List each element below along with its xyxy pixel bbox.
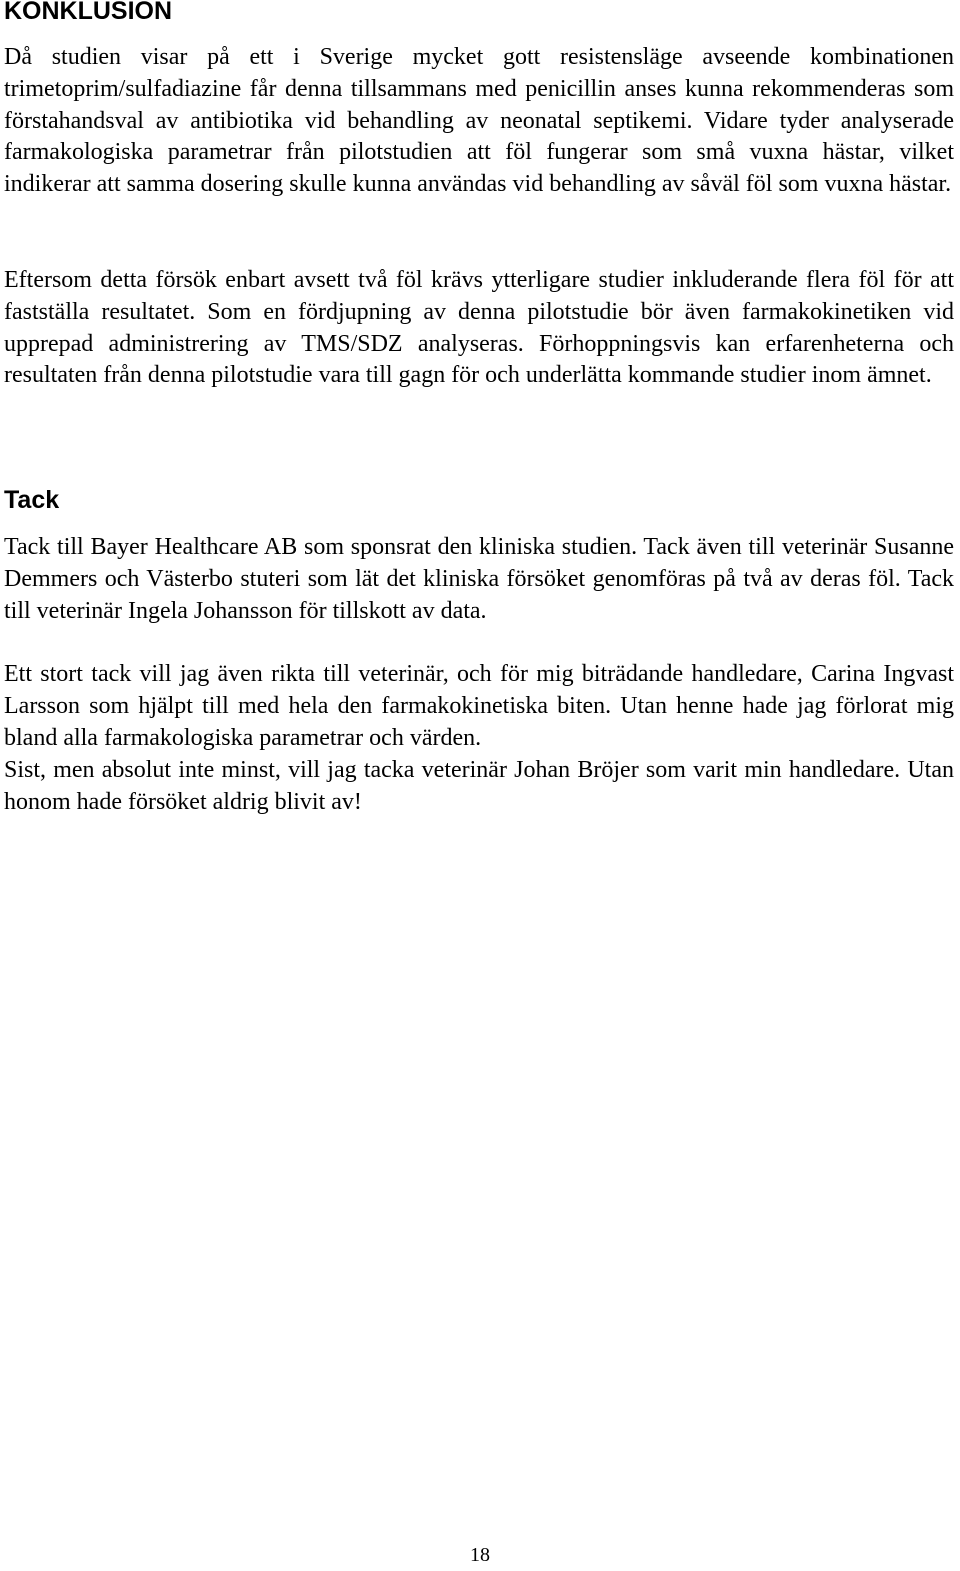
paragraph-tack-2: Ett stort tack vill jag även rikta till veterinär, och för mig biträdande handledare, Carina Ingvast Larsson som hjälpt till med hela den farmakokinetiska biten. Utan henne hade jag förlorat mig bland alla farmakologiska parametrar och värden. <box>4 661 954 751</box>
paragraph-tack-3: Sist, men absolut inte minst, vill jag tacka veterinär Johan Bröjer som varit min handledare. Utan honom hade försöket aldrig blivit av! <box>4 757 954 815</box>
page-number: 18 <box>470 1544 490 1566</box>
section-heading-konklusion: KONKLUSION <box>4 0 173 25</box>
paragraph-tack-1: Tack till Bayer Healthcare AB som sponsrat den kliniska studien. Tack även till veterinär Susanne Demmers och Västerbo stuteri som lät det kliniska försöket genomföras på två av deras föl. Tack till veterinär Ingela Johansson för tillskott av data. <box>4 534 954 624</box>
paragraph-konklusion-2: Eftersom detta försök enbart avsett två föl krävs ytterligare studier inkluderande flera föl för att fastställa resultatet. Som en fördjupning av denna pilotstudie bör även farmakokinetiken vid upprepad administrering av TMS/SDZ analyseras. Förhoppningsvis kan erfarenheterna och resultaten från denna pilotstudie vara till gagn för och underlätta kommande studier inom ämnet. <box>4 267 954 389</box>
section-heading-tack: Tack <box>4 486 60 514</box>
paragraph-konklusion-1: Då studien visar på ett i Sverige mycket gott resistensläge avseende kombinationen trimetoprim/sulfadiazine får denna tillsammans med penicillin anses kunna rekommenderas som förstahandsval av antibiotika vid behandling av neonatal septikemi. Vidare tyder analyserade farmakologiska parametrar från pilotstudien att föl fungerar som små vuxna hästar, vilket indikerar att samma dosering skulle kunna användas vid behandling av såväl föl som vuxna hästar. <box>4 44 954 198</box>
